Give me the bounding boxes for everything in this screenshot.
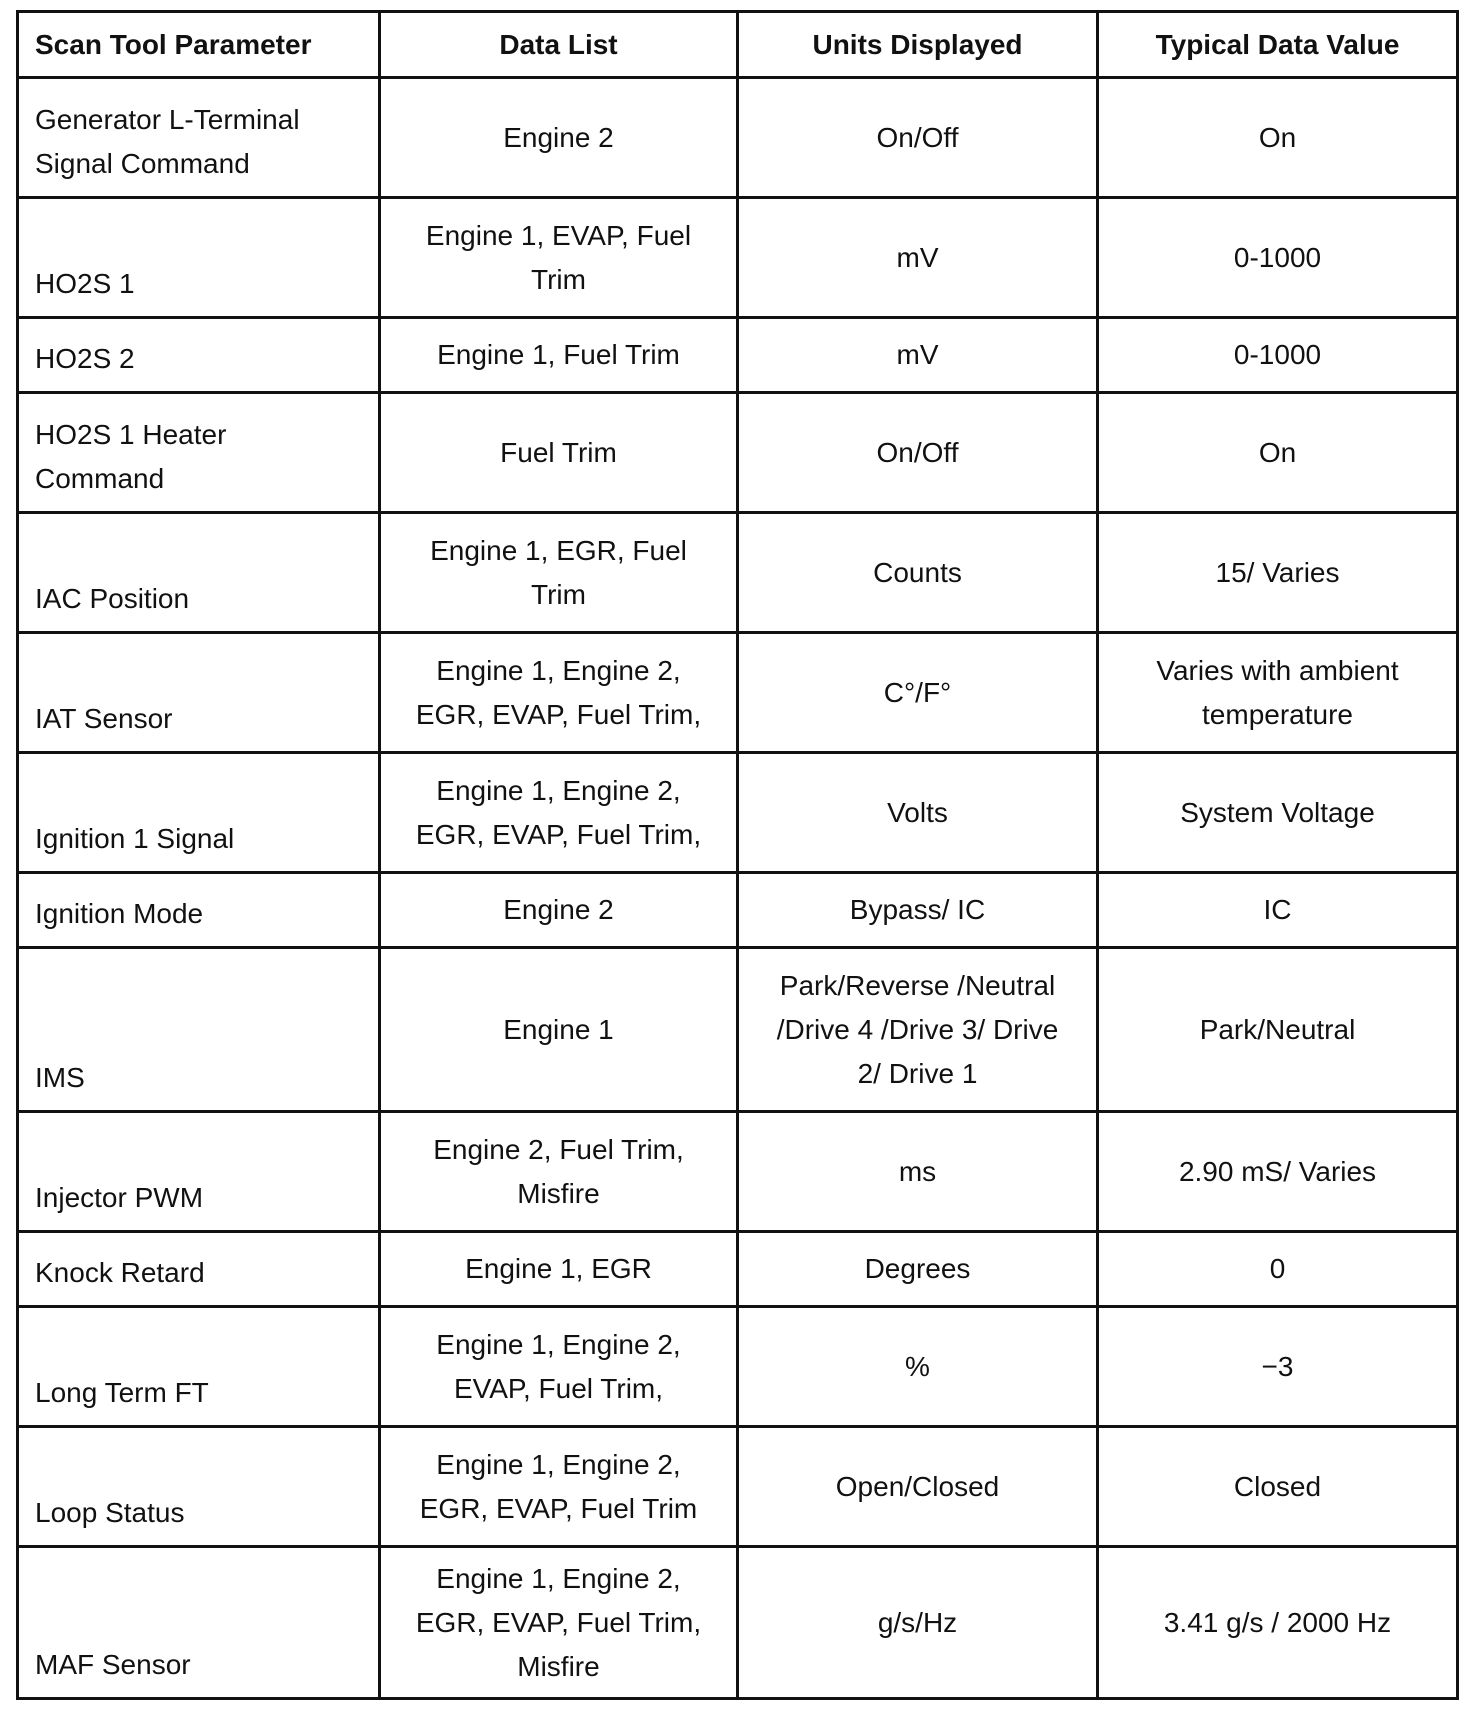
units-text: Counts <box>873 556 962 588</box>
units-cell <box>738 318 1098 393</box>
typical-value-text: 3.41 g/s / 2000 Hz <box>1163 1606 1392 1638</box>
param-text: Injector PWM <box>35 1182 204 1213</box>
units-cell <box>738 393 1098 513</box>
units-cell <box>738 513 1098 633</box>
param-cell <box>18 393 380 513</box>
units-cell <box>738 948 1098 1112</box>
param-cell <box>18 1232 380 1307</box>
param-text: IAC Position <box>35 583 190 614</box>
param-cell <box>18 633 380 753</box>
typical-value-cell <box>1098 1547 1458 1699</box>
param-text: HO2S 1 Heater Command <box>35 419 227 494</box>
data-list-cell <box>380 1112 738 1232</box>
param-cell <box>18 1307 380 1427</box>
param-text: Ignition Mode <box>35 898 204 929</box>
data-list-cell <box>380 948 738 1112</box>
data-list-text: Engine 1, EVAP, Fuel Trim <box>425 219 692 295</box>
param-text: Generator L-Terminal Signal Command <box>35 104 300 179</box>
table-row <box>18 633 1458 753</box>
header-typical-data-value: Typical Data Value <box>1098 12 1458 78</box>
param-cell <box>18 513 380 633</box>
table-row <box>18 873 1458 948</box>
data-list-cell <box>380 1232 738 1307</box>
units-text: Bypass/ IC <box>849 894 986 925</box>
scan-tool-parameter-table <box>16 10 1459 1700</box>
param-cell <box>18 318 380 393</box>
data-list-cell <box>380 198 738 318</box>
param-text: IMS <box>35 1062 85 1093</box>
typical-value-text: Varies with ambient temperature <box>1156 654 1399 730</box>
units-text: Park/Reverse /Neutral /Drive 4 /Drive 3/ Drive 2/ Drive 1 <box>776 969 1059 1089</box>
data-list-cell <box>380 1427 738 1547</box>
typical-value-cell <box>1098 873 1458 948</box>
data-list-cell <box>380 513 738 633</box>
header-units-displayed: Units Displayed <box>738 12 1098 78</box>
param-text: HO2S 1 <box>35 268 135 299</box>
typical-value-cell <box>1098 393 1458 513</box>
table-row <box>18 1307 1458 1427</box>
data-list-text: Engine 1, Engine 2, EGR, EVAP, Fuel Trim <box>419 1448 698 1524</box>
table-row <box>18 78 1458 198</box>
param-text: Ignition 1 Signal <box>35 823 235 854</box>
table-row <box>18 318 1458 393</box>
units-text: On/Off <box>876 121 959 153</box>
data-list-text: Engine 1, Engine 2, EGR, EVAP, Fuel Trim, <box>415 654 702 730</box>
table-row <box>18 948 1458 1112</box>
param-text: Knock Retard <box>35 1257 205 1288</box>
typical-value-cell <box>1098 78 1458 198</box>
data-list-text: Engine 1, Engine 2, EGR, EVAP, Fuel Trim, <box>415 774 702 850</box>
data-list-cell <box>380 393 738 513</box>
data-list-text: Engine 1 <box>503 1013 614 1045</box>
typical-value-cell <box>1098 513 1458 633</box>
typical-value-text: 0-1000 <box>1233 339 1322 370</box>
data-list-cell <box>380 873 738 948</box>
data-list-text: Engine 1, Engine 2, EGR, EVAP, Fuel Trim, Misfire <box>415 1562 702 1682</box>
data-list-text: Engine 1, EGR <box>465 1253 652 1284</box>
param-text: Long Term FT <box>35 1377 209 1408</box>
units-text: % <box>905 1350 930 1382</box>
units-cell <box>738 753 1098 873</box>
typical-value-cell <box>1098 1427 1458 1547</box>
table-row <box>18 1547 1458 1699</box>
units-text: mV <box>896 241 939 273</box>
units-cell <box>738 873 1098 948</box>
data-list-text: Engine 1, Fuel Trim <box>437 339 680 370</box>
table-row <box>18 1427 1458 1547</box>
table-row <box>18 1112 1458 1232</box>
typical-value-cell <box>1098 1232 1458 1307</box>
units-cell <box>738 1307 1098 1427</box>
data-list-cell <box>380 633 738 753</box>
typical-value-text: IC <box>1263 894 1292 925</box>
table-row <box>18 753 1458 873</box>
typical-value-text: −3 <box>1261 1350 1294 1382</box>
data-list-text: Engine 2 <box>503 121 614 153</box>
units-cell <box>738 78 1098 198</box>
typical-value-text: Closed <box>1233 1470 1322 1502</box>
units-cell <box>738 1232 1098 1307</box>
typical-value-cell <box>1098 753 1458 873</box>
typical-value-cell <box>1098 318 1458 393</box>
units-text: ms <box>898 1155 937 1187</box>
data-list-text: Fuel Trim <box>500 436 617 468</box>
units-text: mV <box>896 339 939 370</box>
param-cell <box>18 78 380 198</box>
data-list-cell <box>380 78 738 198</box>
typical-value-text: On <box>1258 436 1297 468</box>
typical-value-cell <box>1098 198 1458 318</box>
units-text: g/s/Hz <box>877 1606 958 1638</box>
data-list-cell <box>380 753 738 873</box>
param-text: Loop Status <box>35 1497 185 1528</box>
typical-value-text: 0-1000 <box>1233 241 1322 273</box>
data-list-text: Engine 2, Fuel Trim, Misfire <box>433 1133 684 1209</box>
data-list-cell <box>380 1307 738 1427</box>
typical-value-cell <box>1098 1112 1458 1232</box>
data-list-text: Engine 1, Engine 2, EVAP, Fuel Trim, <box>436 1328 681 1404</box>
typical-value-text: 2.90 mS/ Varies <box>1178 1155 1377 1187</box>
param-cell <box>18 948 380 1112</box>
typical-value-cell <box>1098 948 1458 1112</box>
param-cell <box>18 873 380 948</box>
param-text: MAF Sensor <box>35 1649 191 1680</box>
table-row <box>18 393 1458 513</box>
param-text: HO2S 2 <box>35 343 135 374</box>
typical-value-cell <box>1098 1307 1458 1427</box>
param-cell <box>18 1427 380 1547</box>
param-cell <box>18 198 380 318</box>
param-cell <box>18 753 380 873</box>
header-row <box>18 12 1458 78</box>
typical-value-text: On <box>1258 121 1297 153</box>
units-cell <box>738 633 1098 753</box>
typical-value-text: 0 <box>1269 1253 1286 1284</box>
table-row <box>18 513 1458 633</box>
units-cell <box>738 198 1098 318</box>
header-data-list: Data List <box>380 12 738 78</box>
units-text: Volts <box>887 796 948 828</box>
table-row <box>18 1232 1458 1307</box>
units-text: On/Off <box>876 436 959 468</box>
header-scan-tool-parameter: Scan Tool Parameter <box>18 12 380 78</box>
data-list-text: Engine 2 <box>503 894 614 925</box>
data-list-cell <box>380 318 738 393</box>
units-cell <box>738 1112 1098 1232</box>
units-cell <box>738 1427 1098 1547</box>
typical-value-text: System Voltage <box>1180 796 1375 828</box>
typical-value-cell <box>1098 633 1458 753</box>
data-list-text: Engine 1, EGR, Fuel Trim <box>430 534 687 610</box>
units-text: Degrees <box>864 1253 971 1284</box>
table-row <box>18 198 1458 318</box>
data-list-cell <box>380 1547 738 1699</box>
param-cell <box>18 1112 380 1232</box>
units-text: C°/F° <box>883 676 952 708</box>
param-cell <box>18 1547 380 1699</box>
param-text: IAT Sensor <box>35 703 173 734</box>
typical-value-text: 15/ Varies <box>1215 556 1340 588</box>
units-text: Open/Closed <box>835 1470 1000 1502</box>
typical-value-text: Park/Neutral <box>1199 1013 1356 1045</box>
units-cell <box>738 1547 1098 1699</box>
